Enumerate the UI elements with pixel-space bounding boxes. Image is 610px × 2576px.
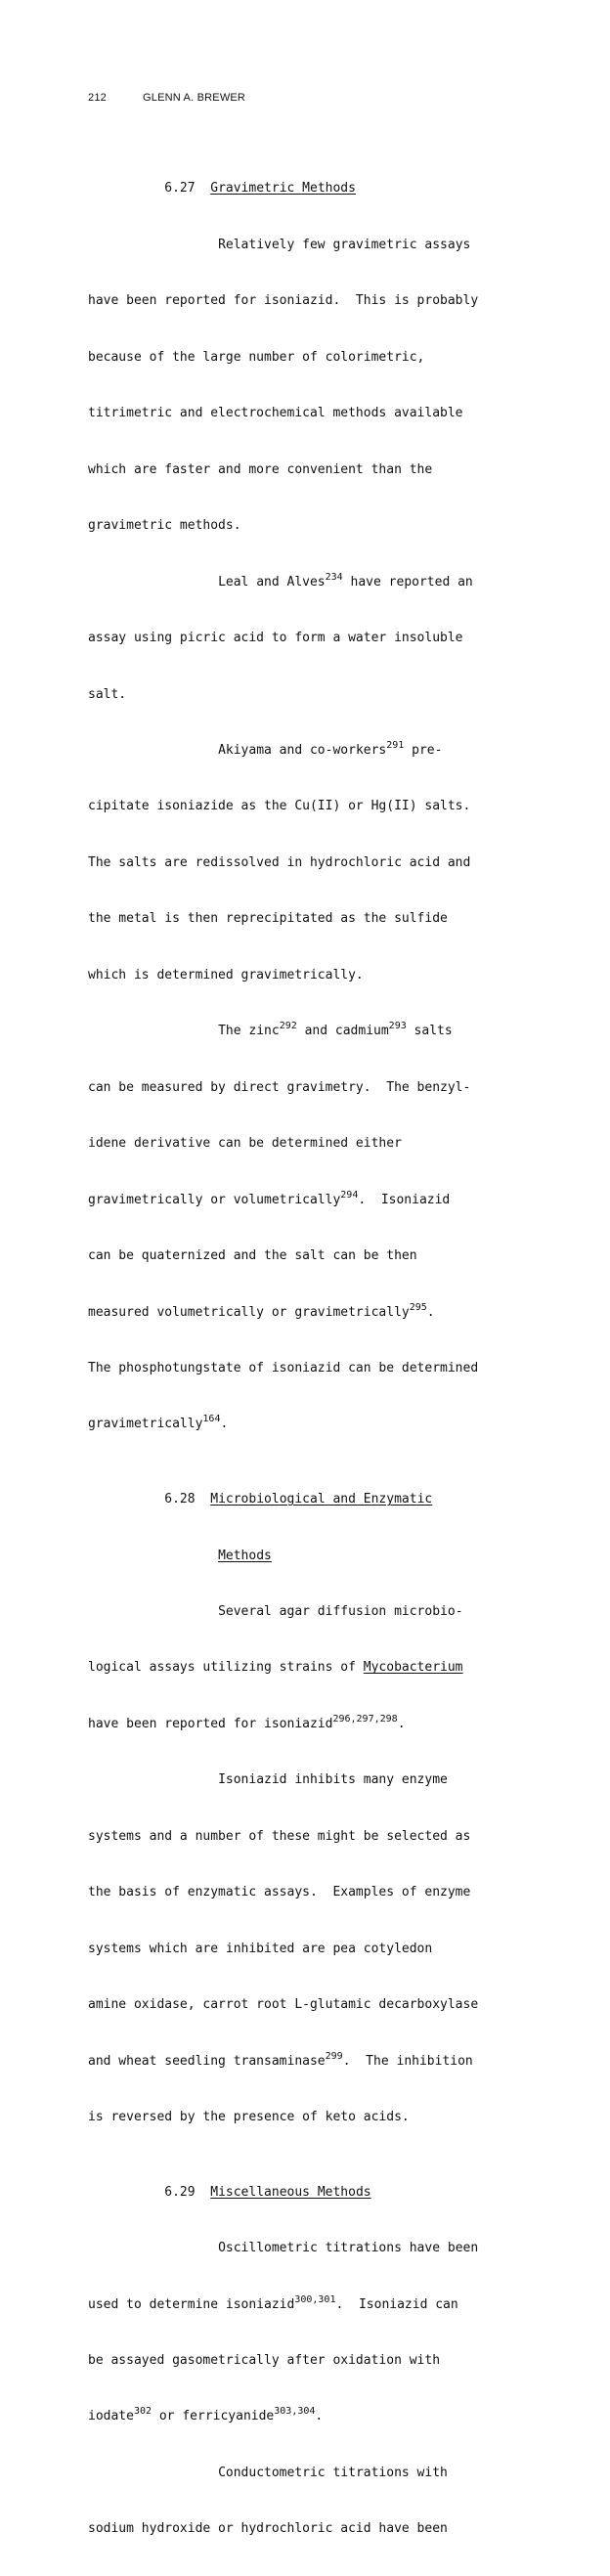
text-line: Leal and Alves$^{234}$ have reported an — [218, 571, 473, 589]
text-line: the metal is then reprecipitated as the sulfide — [88, 911, 448, 927]
text-line: iodate$^{302}$ or ferricyanide$^{303,304}$. — [88, 2406, 324, 2424]
section-heading-cont — [88, 1547, 596, 1565]
text-line: Conductometric titrations with — [218, 2465, 448, 2480]
section-heading — [88, 179, 596, 197]
section-title: Microbiological and Enzymatic — [210, 1492, 433, 1507]
text-line: titrimetric and electrochemical methods available — [88, 406, 463, 421]
section-number: 6.28 — [164, 1492, 196, 1507]
section-heading — [88, 1490, 596, 1508]
text-line: gravimetrically$^{164}$. — [88, 1414, 229, 1432]
text-line: is reversed by the presence of keto acids. — [88, 2110, 410, 2125]
text-line: can be measured by direct gravimetry. The benzyl- — [88, 1079, 471, 1095]
section-number: 6.27 — [164, 181, 196, 196]
citation-ref: 292 — [279, 1021, 297, 1032]
text-line: which is determined gravimetrically. — [88, 967, 364, 982]
text-line: Relatively few gravimetric assays — [218, 237, 471, 252]
running-header — [88, 92, 245, 104]
section-title: Methods — [218, 1548, 272, 1563]
section-number: 6.29 — [164, 2184, 196, 2200]
citation-ref: 293 — [388, 1021, 407, 1032]
citation-ref: 296,297,298 — [332, 1713, 398, 1725]
text-line: Isoniazid inhibits many enzyme — [218, 1772, 448, 1788]
text-line: assay using picric acid to form a water insoluble — [88, 631, 463, 646]
text-line: salt. — [88, 686, 127, 702]
text-line: because of the large number of colorimetric, — [88, 349, 425, 365]
text-line: Several agar diffusion microbio- — [218, 1603, 463, 1619]
species-name: Mycobacterium — [363, 1660, 463, 1676]
citation-ref: 300,301 — [294, 2293, 336, 2305]
text-line: which are faster and more convenient than the — [88, 461, 433, 477]
text-line: systems and a number of these might be selected as — [88, 1828, 471, 1844]
text-line: amine oxidase, carrot root L-glutamic decarboxylase — [88, 1997, 479, 2013]
text-line: measured volumetrically or gravimetrically$^{295}$. — [88, 1301, 435, 1320]
text-line: The zinc$^{292}$ and cadmium$^{293}$ salts — [218, 1021, 453, 1039]
text-line: logical assays utilizing strains of Mycobacterium — [88, 1660, 463, 1676]
text-line: systems which are inhibited are pea cotyledon — [88, 1941, 433, 1956]
text-line: be assayed gasometrically after oxidation with — [88, 2353, 441, 2368]
citation-ref: 234 — [325, 571, 343, 583]
text-line: Oscillometric titrations have been — [218, 2241, 479, 2256]
text-line: Akiyama and co-workers$^{291}$ pre- — [218, 740, 443, 758]
text-line: The salts are redissolved in hydrochloric acid and — [88, 854, 471, 870]
text-line: gravimetrically or volumetrically$^{294}$. Isoniazid — [88, 1189, 451, 1207]
text-line: cipitate isoniazide as the Cu(II) or Hg(II) salts. — [88, 799, 471, 814]
text-line: sodium hydroxide or hydrochloric acid have been — [88, 2521, 448, 2537]
text-line: have been reported for isoniazid$^{296,297,298}$. — [88, 1713, 406, 1731]
section-title: Gravimetric Methods — [210, 181, 356, 196]
text-line: have been reported for isoniazid. This is probably — [88, 293, 479, 309]
citation-ref: 164 — [202, 1414, 221, 1425]
citation-ref: 299 — [325, 2050, 343, 2062]
text-line: The phosphotungstate of isoniazid can be determined — [88, 1360, 479, 1375]
text-line: and wheat seedling transaminase$^{299}$. The inhibition — [88, 2050, 473, 2069]
citation-ref: 291 — [386, 740, 405, 751]
text-line: used to determine isoniazid$^{300,301}$. Isoniazid can — [88, 2293, 458, 2312]
running-author: GLENN A. BREWER — [143, 92, 246, 104]
page-number: 212 — [88, 92, 107, 104]
text-line: gravimetric methods. — [88, 518, 241, 534]
citation-ref: 294 — [340, 1189, 359, 1201]
citation-ref: 295 — [409, 1301, 427, 1313]
citation-ref: 303,304 — [274, 2406, 316, 2418]
section-heading — [88, 2183, 596, 2202]
body-text — [88, 123, 596, 2576]
text-line: the basis of enzymatic assays. Examples of enzyme — [88, 1885, 471, 1900]
text-line: can be quaternized and the salt can be then — [88, 1248, 417, 1264]
section-title: Miscellaneous Methods — [210, 2184, 371, 2200]
text-line: idene derivative can be determined either — [88, 1136, 402, 1152]
citation-ref: 302 — [133, 2406, 152, 2418]
